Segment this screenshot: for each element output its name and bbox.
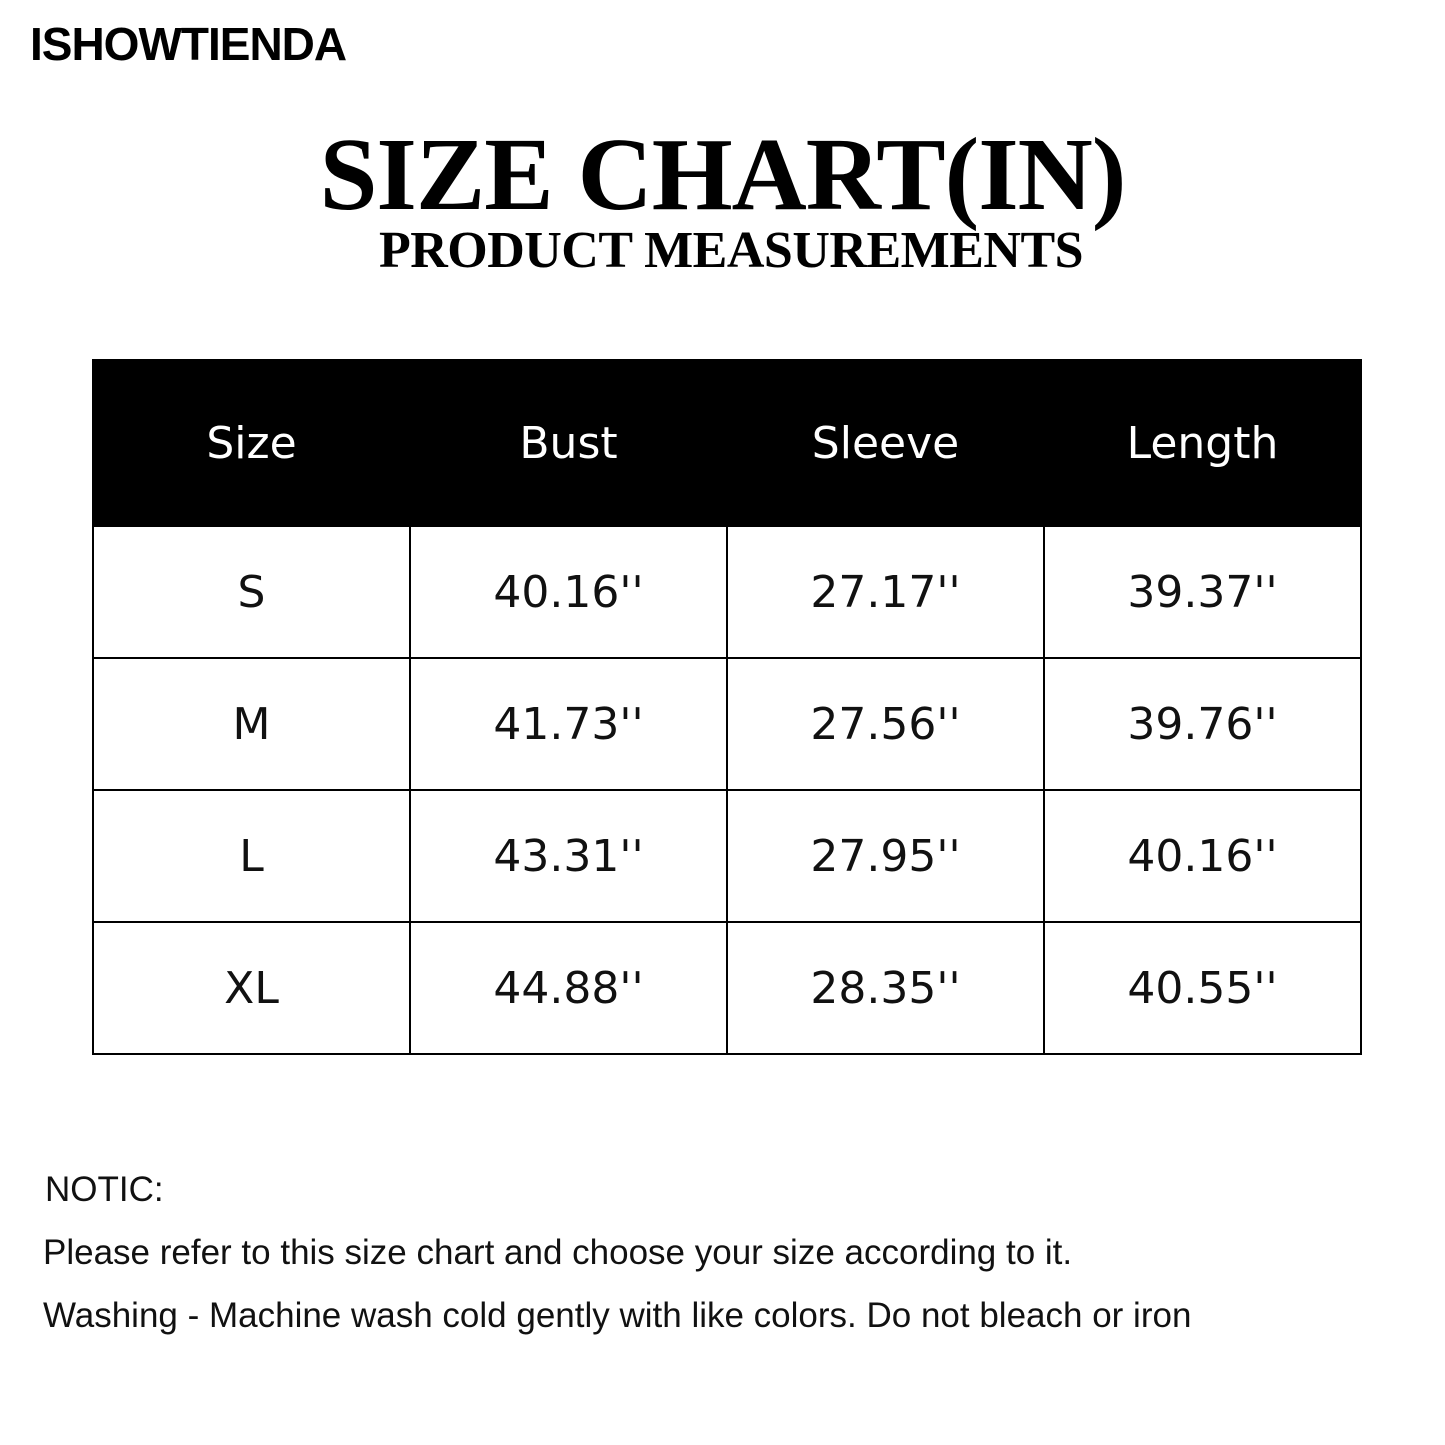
length-cell: 39.37'' bbox=[1044, 526, 1361, 658]
brand-logo-text: ISHOWTIENDA bbox=[30, 18, 347, 70]
sleeve-cell: 27.17'' bbox=[727, 526, 1044, 658]
length-cell: 39.76'' bbox=[1044, 658, 1361, 790]
table-row bbox=[93, 526, 1361, 658]
table-row bbox=[93, 658, 1361, 790]
sleeve-cell: 27.95'' bbox=[727, 790, 1044, 922]
page-title: SIZE CHART(IN) bbox=[319, 117, 1126, 232]
table-row bbox=[93, 790, 1361, 922]
notes-washing-instructions: Washing - Machine wash cold gently with like colors. Do not bleach or iron bbox=[43, 1296, 1192, 1335]
column-header-sleeve: Sleeve bbox=[727, 360, 1044, 526]
size-cell: L bbox=[93, 790, 410, 922]
sleeve-cell: 27.56'' bbox=[727, 658, 1044, 790]
length-cell: 40.16'' bbox=[1044, 790, 1361, 922]
size-chart-table bbox=[92, 359, 1362, 1055]
column-header-size: Size bbox=[93, 360, 410, 526]
size-cell: M bbox=[93, 658, 410, 790]
notes-section bbox=[43, 1158, 1191, 1347]
bust-cell: 44.88'' bbox=[410, 922, 727, 1054]
bust-cell: 40.16'' bbox=[410, 526, 727, 658]
length-cell: 40.55'' bbox=[1044, 922, 1361, 1054]
table-row bbox=[93, 922, 1361, 1054]
notes-size-advice: Please refer to this size chart and choose your size according to it. bbox=[43, 1233, 1073, 1272]
bust-cell: 43.31'' bbox=[410, 790, 727, 922]
bust-cell: 41.73'' bbox=[410, 658, 727, 790]
size-cell: XL bbox=[93, 922, 410, 1054]
page-subtitle: PRODUCT MEASUREMENTS bbox=[378, 222, 1084, 279]
sleeve-cell: 28.35'' bbox=[727, 922, 1044, 1054]
column-header-bust: Bust bbox=[410, 360, 727, 526]
size-cell: S bbox=[93, 526, 410, 658]
column-header-length: Length bbox=[1044, 360, 1361, 526]
table-header-row bbox=[93, 360, 1361, 526]
notes-heading: NOTIC: bbox=[45, 1170, 164, 1209]
